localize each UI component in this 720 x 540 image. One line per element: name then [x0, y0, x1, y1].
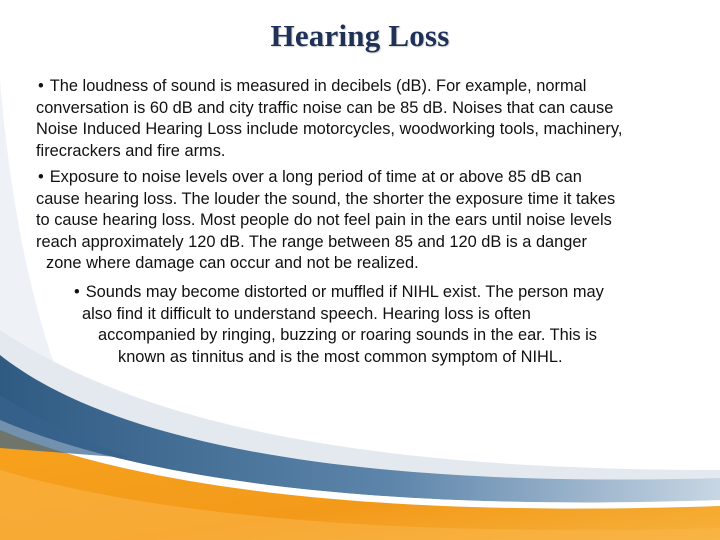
paragraph-line	[72, 282, 672, 304]
slide-title: Hearing Loss	[270, 18, 450, 53]
paragraph-line: firecrackers and fire arms.	[36, 141, 226, 160]
paragraph-line: cause hearing loss. The louder the sound, the shorter the exposure time it takes	[36, 189, 616, 208]
paragraph-line: known as tinnitus and is the most common symptom of NIHL.	[118, 347, 563, 366]
bullet-icon: •	[38, 168, 44, 186]
bullet-paragraph-2	[36, 167, 688, 275]
bullet-icon: •	[38, 77, 44, 95]
paragraph-line: zone where damage can occur and not be realized.	[46, 254, 419, 273]
paragraph-line: reach approximately 120 dB. The range between 85 and 120 dB is a danger	[36, 232, 587, 251]
paragraph-line	[36, 76, 688, 98]
bullet-paragraph-3	[72, 282, 672, 368]
bullet-paragraph-1	[36, 76, 688, 162]
paragraph-line: accompanied by ringing, buzzing or roaring sounds in the ear. This is	[98, 326, 597, 345]
paragraph-line-text: The loudness of sound is measured in decibels (dB). For example, normal	[49, 77, 587, 95]
paragraph-line: conversation is 60 dB and city traffic noise can be 85 dB. Noises that can cause	[36, 98, 614, 117]
bullet-icon: •	[74, 283, 80, 301]
paragraph-line: to cause hearing loss. Most people do not feel pain in the ears until noise levels	[36, 211, 612, 230]
paragraph-line-text: Exposure to noise levels over a long period of time at or above 85 dB can	[49, 168, 582, 186]
paragraph-line	[36, 167, 688, 189]
paragraph-line-text: Sounds may become distorted or muffled if NIHL exist. The person may	[85, 283, 604, 301]
paragraph-line: Noise Induced Hearing Loss include motorcycles, woodworking tools, machinery,	[36, 120, 623, 139]
paragraph-line: also find it difficult to understand speech. Hearing loss is often	[82, 304, 531, 323]
